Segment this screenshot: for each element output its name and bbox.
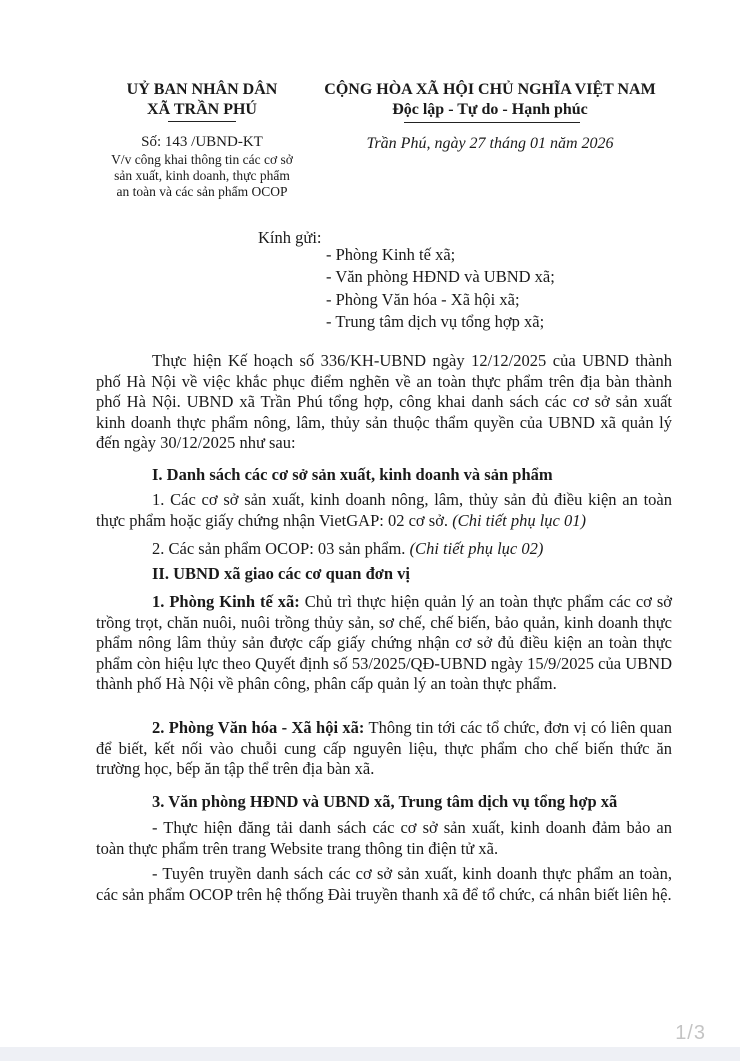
- section-2-para-3-line-1: - Thực hiện đăng tải danh sách các cơ sở sản xuất, kinh doanh đảm bảo an toàn thực phẩm trên trang Website trang thông tin điện tử xã.: [96, 818, 672, 858]
- agency-line-1: UỶ BAN NHÂN DÂN: [126, 81, 278, 98]
- section-2-title: II. UBND xã giao các cơ quan đơn vị: [152, 564, 411, 583]
- para-2-text: Thông tin tới các tổ chức, đơn vị có liên quan để biết, kết nối vào chuỗi cung cấp nguyên liệu, thực phẩm cho chế biến thức ăn trường học, bếp ăn tập thể trên địa bàn xã.: [96, 718, 673, 779]
- item-2-text: 2. Các sản phẩm OCOP: 03 sản phẩm.: [152, 539, 406, 558]
- national-motto: [318, 80, 662, 120]
- recipient-item: - Phòng Kinh tế xã;: [326, 245, 456, 264]
- nation-line-2: Độc lập - Tự do - Hạnh phúc: [392, 101, 588, 118]
- para-2-title: 2. Phòng Văn hóa - Xã hội xã:: [152, 718, 365, 737]
- recipient-item: - Phòng Văn hóa - Xã hội xã;: [326, 289, 520, 309]
- recipients-label: Kính gửi:: [258, 228, 322, 247]
- page-indicator: 1/3: [675, 1022, 706, 1044]
- recipient-item: - Văn phòng HĐND và UBND xã;: [326, 267, 555, 287]
- agency-name: [92, 80, 312, 120]
- section-2-para-1: [96, 592, 672, 695]
- nation-line-1: CỘNG HÒA XÃ HỘI CHỦ NGHĨA VIỆT NAM: [324, 81, 656, 98]
- section-2-para-3-title: 3. Văn phòng HĐND và UBND xã, Trung tâm dịch vụ tổng hợp xã: [152, 792, 618, 811]
- item-2-note: (Chi tiết phụ lục 02): [409, 539, 544, 558]
- item-1-note: (Chi tiết phụ lục 01): [452, 510, 587, 530]
- motto-underline: [404, 122, 580, 123]
- section-1-item-1: [96, 490, 672, 531]
- subject-line-1: V/v công khai thông tin các cơ sở: [111, 152, 293, 167]
- recipients-list: [326, 244, 555, 334]
- subject-line-3: an toàn và các sản phẩm OCOP: [116, 184, 288, 199]
- agency-line-2: XÃ TRẦN PHÚ: [147, 101, 257, 118]
- subject-line-2: sản xuất, kinh doanh, thực phẩm: [114, 168, 290, 183]
- doc-subject: [92, 152, 312, 200]
- item-1-text: 1. Các cơ sở sản xuất, kinh doanh nông, lâm, thủy sản đủ điều kiện an toàn thực phẩm hoặc giấy chứng nhận VietGAP: 02 cơ sở.: [96, 490, 672, 530]
- agency-underline: [168, 121, 236, 122]
- section-2-para-2: [96, 718, 672, 780]
- section-2-para-3-line-2: - Tuyên truyền danh sách các cơ sở sản xuất, kinh doanh thực phẩm an toàn, các sản phẩm OCOP trên hệ thống Đài truyền thanh xã để tổ chức, cá nhân biết liên hệ.: [96, 864, 672, 904]
- recipient-item: - Trung tâm dịch vụ tổng hợp xã;: [326, 312, 545, 332]
- section-1-title: I. Danh sách các cơ sở sản xuất, kinh doanh và sản phẩm: [152, 465, 553, 484]
- para-1-title: 1. Phòng Kinh tế xã:: [152, 592, 300, 611]
- intro-paragraph: Thực hiện Kế hoạch số 336/KH-UBND ngày 12/12/2025 của UBND thành phố Hà Nội về việc khắc phục điểm nghẽn về an toàn thực phẩm trên địa bàn thành phố Hà Nội. UBND xã Trần Phú tổng hợp, công khai danh sách các cơ sở sản xuất kinh doanh thực phẩm nông, lâm, thủy sản thuộc thẩm quyền của UBND xã quản lý đến ngày 30/12/2025 như sau:: [96, 351, 672, 453]
- place-date: Trần Phú, ngày 27 tháng 01 năm 2026: [366, 135, 614, 152]
- para-1-text: Chủ trì thực hiện quản lý an toàn thực phẩm các cơ sở trồng trọt, chăn nuôi, nuôi trồng thủy sản, sơ chế, chế biến, bảo quản, kinh doanh thực phẩm nông lâm thủy sản được cấp giấy chứng nhận cơ sở đủ điều kiện an toàn thực phẩm còn hiệu lực theo Quyết định số 53/2025/QĐ-UBND ngày 15/9/2025 của UBND thành phố Hà Nội về phân công, phân cấp quản lý an toàn thực phẩm.: [96, 592, 672, 694]
- doc-number: Số: 143 /UBND-KT: [141, 134, 263, 150]
- section-1-item-2: [96, 539, 672, 560]
- viewer-bottom-bar: [0, 1047, 740, 1061]
